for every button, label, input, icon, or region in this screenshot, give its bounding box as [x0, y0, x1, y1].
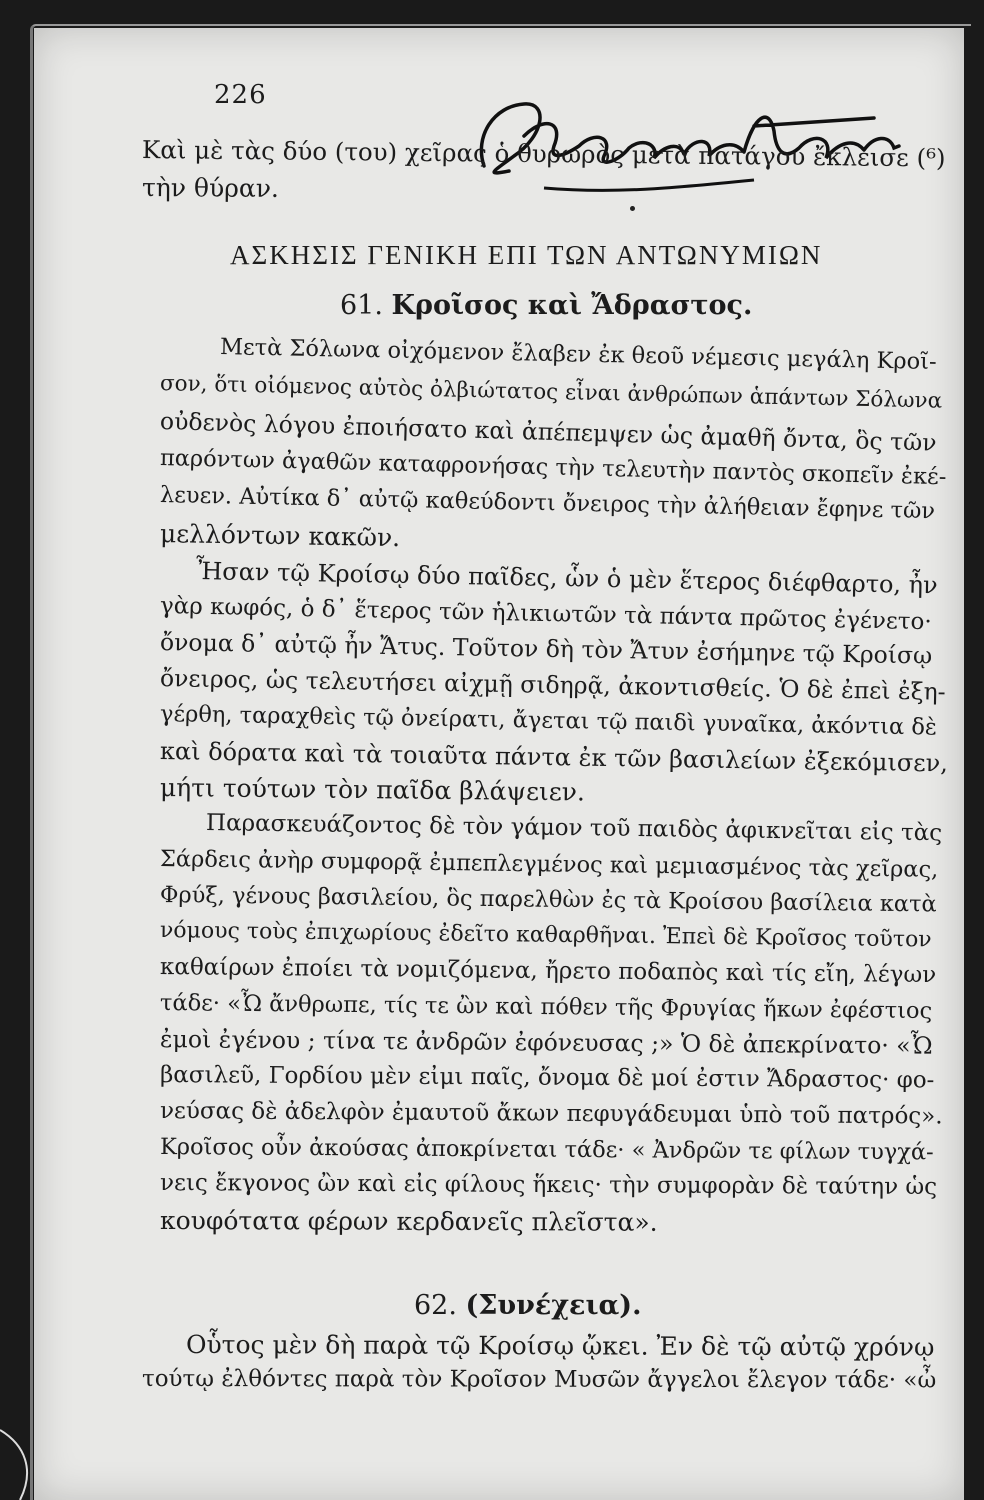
paragraph-line: κουφότατα φέρων κερδανεῖς πλεῖστα». [159, 1206, 658, 1237]
text-line: Καὶ μὲ τὰς δύο (του) χεῖρας ὁ θυρωρὸς μετὰ πατάγου ἔκλεισε (⁶) [141, 135, 946, 173]
paragraph-line: μήτι τούτων τὸν παῖδα βλάψειεν. [159, 773, 586, 807]
paragraph-line: καὶ δόρατα καὶ τὰ τοιαῦτα πάντα ἐκ τῶν βασιλείων ἐξεκόμισεν, [159, 737, 949, 778]
lesson-61-heading: Κροῖσος καὶ Ἄδραστος. [391, 290, 753, 321]
paragraph-line: νόμους τοὺς ἐπιχωρίους ἐδεῖτο καθαρθῆναι. Ἐπεὶ δὲ Κροῖσος τοῦτον [159, 918, 932, 953]
paragraph-line: ἐμοὶ ἐγένου ; τίνα τε ἀνδρῶν ἐφόνευσας ;» Ὁ δὲ ἀπεκρίνατο· «Ὦ [159, 1025, 933, 1060]
lesson-62-title [414, 1290, 641, 1321]
paragraph-line: μελλόντων κακῶν. [159, 519, 401, 553]
lesson-62-heading: (Συνέχεια). [465, 1290, 642, 1321]
book-page [34, 28, 964, 1500]
paragraph-line: Σάρδεις ἀνὴρ συμφορᾷ ἐμπεπλεγμένος καὶ μεμιασμένος τὰς χεῖρας, [159, 846, 939, 883]
dot-mark [630, 206, 635, 211]
lesson-62-number: 62. [414, 1290, 457, 1321]
paragraph-line: οὐδενὸς λόγου ἐποιήσατο καὶ ἀπέπεμψεν ὡς ἀμαθῆ ὄντα, ὃς τῶν [159, 407, 937, 457]
paragraph-line: νεις ἔκγονος ὢν καὶ εἰς φίλους ἥκεις· τὴν συμφορὰν δὲ ταύτην ὡς [159, 1170, 938, 1201]
paragraph-line: Φρύξ, γένους βασιλείου, ὃς παρελθὼν ἐς τὰ Κροίσου βασίλεια κατὰ [159, 882, 937, 918]
paragraph-line: ὄνειρος, ὡς τελευτήσει αἰχμῇ σιδηρᾷ, ἀκοντισθείς. Ὁ δὲ ἐπεὶ ἐξη- [159, 664, 946, 706]
section-heading: ΑΣΚΗΣΙΣ ΓΕΝΙΚΗ ΕΠΙ ΤΩΝ ΑΝΤΩΝΥΜΙΩΝ [230, 240, 823, 270]
paragraph-line: παρόντων ἀγαθῶν καταφρονήσας τὴν τελευτὴν παντὸς σκοπεῖν ἐκέ- [159, 445, 947, 491]
paragraph-line: τάδε· «Ὦ ἄνθρωπε, τίς τε ὢν καὶ πόθεν τῆς Φρυγίας ἥκων ἐφέστιος [159, 990, 933, 1025]
paragraph-line: τούτῳ ἐλθόντες παρὰ τὸν Κροῖσον Μυσῶν ἄγγελοι ἔλεγον τάδε· «ὦ [141, 1366, 937, 1394]
paragraph-line: καθαίρων ἐποίει τὰ νομιζόμενα, ἤρετο ποδαπὸς καὶ τίς εἴη, λέγων [159, 954, 937, 989]
paragraph-line: Οὗτος μὲν δὴ παρὰ τῷ Κροίσῳ ᾤκει. Ἐν δὲ τῷ αὐτῷ χρόνῳ [185, 1330, 935, 1362]
paragraph-line: Κροῖσος οὖν ἀκούσας ἀποκρίνεται τάδε· « Ἀνδρῶν τε φίλων τυγχά- [159, 1134, 934, 1166]
lesson-61-title [340, 290, 752, 321]
text-line: τὴν θύραν. [141, 173, 280, 203]
paragraph-line: νεύσας δὲ ἀδελφὸν ἐμαυτοῦ ἄκων πεφυγάδευμαι ὑπὸ τοῦ πατρός». [159, 1098, 943, 1130]
paragraph-line: Παρασκευάζοντος δὲ τὸν γάμον τοῦ παιδὸς ἀφικνεῖται εἰς τὰς [205, 810, 943, 847]
page-number: 226 [214, 80, 267, 110]
page-fold-mark [0, 1400, 40, 1500]
paragraph-line: βασιλεῦ, Γορδίου μὲν εἰμι παῖς, ὄνομα δὲ μοί ἐστιν Ἄδραστος· φο- [159, 1062, 935, 1094]
lesson-61-number: 61. [340, 290, 383, 321]
paragraph-line: Ἦσαν τῷ Κροίσῳ δύο παῖδες, ὧν ὁ μὲν ἕτερος διέφθαρτο, ἦν [195, 557, 938, 600]
paragraph-line: Μετὰ Σόλωνα οἰχόμενον ἔλαβεν ἐκ θεοῦ νέμεσις μεγάλη Κροῖ- [219, 334, 937, 376]
paragraph-line: λευεν. Αὐτίκα δ᾽ αὐτῷ καθεύδοντι ὄνειρος τὴν ἀλήθειαν ἔφηνε τῶν [159, 482, 936, 525]
paragraph-line: γέρθη, ταραχθεὶς τῷ ὀνείρατι, ἄγεται τῷ παιδὶ γυναῖκα, ἀκόντια δὲ [159, 701, 938, 741]
paragraph-line: γὰρ κωφός, ὁ δ᾽ ἕτερος τῶν ἡλικιωτῶν τὰ πάντα πρῶτος ἐγένετο· [159, 593, 932, 636]
paragraph-line: σον, ὅτι οἰόμενος αὐτὸς ὀλβιώτατος εἶναι ἀνθρώπων ἁπάντων Σόλωνα [159, 371, 943, 414]
paragraph-line: ὄνομα δ᾽ αὐτῷ ἦν Ἄτυς. Τοῦτον δὴ τὸν Ἄτυν ἐσήμηνε τῷ Κροίσῳ [159, 628, 933, 670]
